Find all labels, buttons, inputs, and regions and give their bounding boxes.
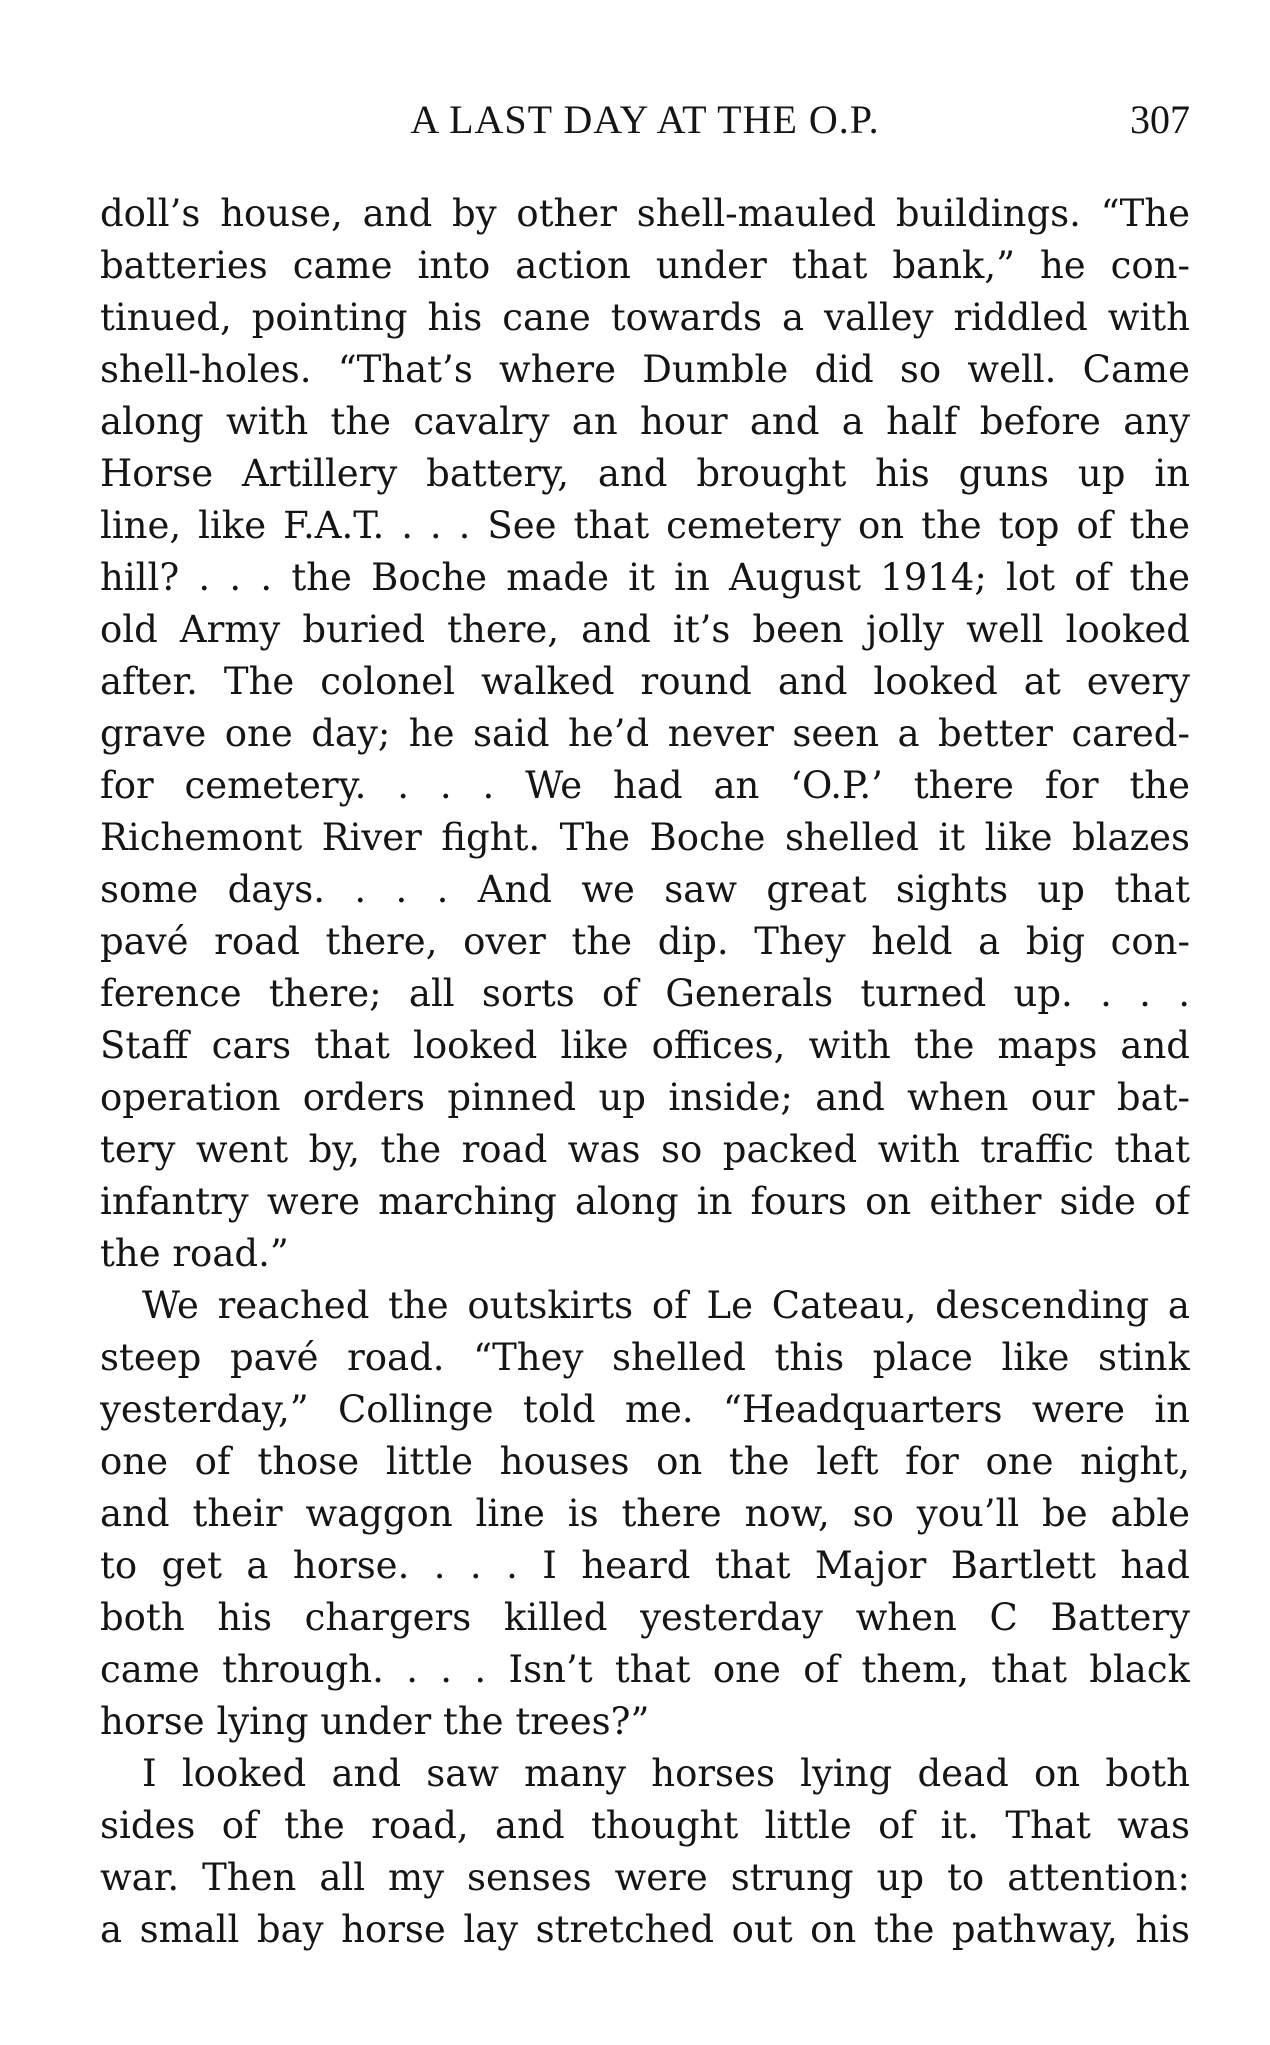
text-line: Horse Artillery battery, and brought his guns up in [100,452,1190,495]
text-line: to get a horse. . . . I heard that Major Bartlett had [100,1544,1190,1587]
text-line: grave one day; he said he’d never seen a better cared- [100,712,1190,755]
text-line: after. The colonel walked round and looked at every [100,660,1190,703]
text-line: sides of the road, and thought little of it. That was [100,1804,1190,1847]
text-line: along with the cavalry an hour and a half before any [100,400,1190,443]
text-line: Richemont River fight. The Boche shelled it like blazes [100,816,1190,859]
paragraph-start-line: I looked and saw many horses lying dead on both [142,1752,1190,1795]
text-line: batteries came into action under that bank,” he con- [100,244,1190,287]
text-line: tinued, pointing his cane towards a valley riddled with [100,296,1190,339]
text-line: horse lying under the trees?” [100,1700,650,1743]
text-line: came through. . . . Isn’t that one of them, that black [100,1648,1190,1691]
page-title: A LAST DAY AT THE O.P. [410,97,880,142]
text-line: operation orders pinned up inside; and when our bat- [100,1076,1190,1119]
text-line: a small bay horse lay stretched out on the pathway, his [100,1908,1190,1951]
text-line: ference there; all sorts of Generals turned up. . . . [100,972,1190,1015]
text-line: for cemetery. . . . We had an ‘O.P.’ there for the [100,764,1190,807]
text-line: yesterday,” Collinge told me. “Headquarters were in [100,1388,1190,1431]
text-line: some days. . . . And we saw great sights up that [100,868,1190,911]
text-line: the road.” [100,1232,289,1275]
text-line: doll’s house, and by other shell-mauled buildings. “The [100,192,1190,235]
paragraph-start-line: We reached the outskirts of Le Cateau, descending a [142,1284,1190,1327]
text-line: war. Then all my senses were strung up to attention: [100,1856,1190,1899]
text-line: both his chargers killed yesterday when C Battery [100,1596,1190,1639]
text-line: one of those little houses on the left for one night, [100,1440,1190,1483]
body-text [100,188,1190,1988]
text-line: infantry were marching along in fours on either side of [100,1180,1190,1223]
text-line: steep pavé road. “They shelled this place like stink [100,1336,1190,1379]
text-line: shell-holes. “That’s where Dumble did so well. Came [100,348,1190,391]
text-line: and their waggon line is there now, so you’ll be able [100,1492,1190,1535]
text-line: hill? . . . the Boche made it in August 1914; lot of the [100,556,1190,599]
text-line: old Army buried there, and it’s been jolly well looked [100,608,1190,651]
page-number: 307 [1130,97,1190,142]
text-line: Staff cars that looked like offices, with the maps and [100,1024,1190,1067]
text-line: line, like F.A.T. . . . See that cemetery on the top of the [100,504,1190,547]
running-head [100,92,1190,148]
text-line: tery went by, the road was so packed with traffic that [100,1128,1190,1171]
text-line: pavé road there, over the dip. They held a big con- [100,920,1190,963]
